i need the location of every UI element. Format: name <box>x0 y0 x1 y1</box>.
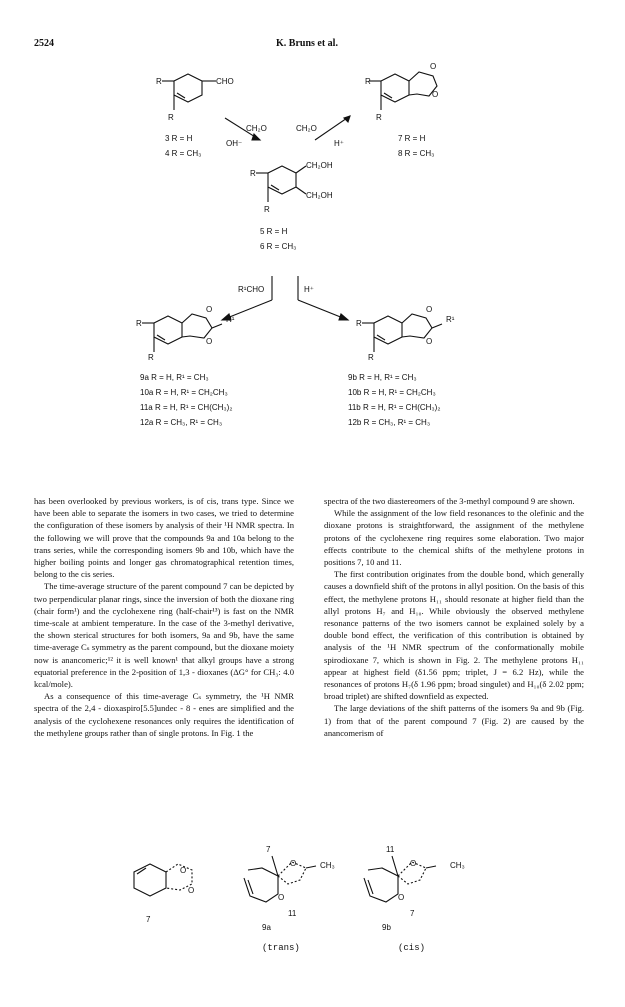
bottom-label-7: 7 <box>146 915 151 924</box>
scheme-cho: CHO <box>216 77 234 86</box>
scheme-r-spiro-bottom: R <box>376 113 382 122</box>
scheme-o-cis-bottom: O <box>426 337 433 346</box>
label-trans-12a: 12a R = CH₃, R¹ = CH₃ <box>140 418 223 427</box>
reagent-ch2o-left: CH₂O <box>246 124 267 133</box>
paragraph: The time-average structure of the parent compound 7 can be depicted by two perpendicular planar rings, since the inversion of both the dioxane ring (chair form¹) and the cyclohexene ring (half-chair¹³) is fast on the NMR time-scale at ambient temperature. In the case of the 3-methyl derivative, the shown sterical structures for both isomers, 9a and 9b, have the same time-average Cₛ symmetry as the parent compound, but the dioxane moiety now is anancomeric;¹² it is well known¹ that alkyl groups have a strong equatorial preference in the 2-position of 1,3 - dioxanes (ΔG° for CH₃: 4.0 kcal/mole). <box>34 581 294 690</box>
scheme-o-trans-top: O <box>206 305 213 314</box>
structure-aldehyde <box>162 74 216 110</box>
bottom-9a-ch3: CH₃ <box>320 861 335 870</box>
label-cis-9b: 9b R = H, R¹ = CH₃ <box>348 373 417 382</box>
reagent-r1cho: R¹CHO <box>238 285 265 294</box>
bottom-9b-ch3: CH₃ <box>450 861 465 870</box>
label-diol-1: 5 R = H <box>260 227 288 236</box>
reagent-h-bottom: H⁺ <box>304 285 314 294</box>
scheme-r-cis-bottom: R <box>368 353 374 362</box>
structure-cis-series <box>362 314 442 352</box>
bottom-9a-num-11: 11 <box>288 909 297 918</box>
reagent-ch2o-right: CH₂O <box>296 124 317 133</box>
label-diol-2: 6 R = CH₃ <box>260 242 297 251</box>
bottom-9a-o-top: O <box>290 859 297 868</box>
scheme-o-spiro-bottom: O <box>432 90 439 99</box>
body-column-right <box>324 495 584 739</box>
scheme-o-trans-bottom: O <box>206 337 213 346</box>
scheme-r-spiro: R <box>365 77 371 86</box>
paragraph: spectra of the two diastereomers of the 3-methyl compound 9 are shown. <box>324 496 575 506</box>
bottom-9b-num-7: 7 <box>410 909 415 918</box>
caption-trans: (trans) <box>262 943 300 953</box>
paragraph: As a consequence of this time-average Cₛ symmetry, the ¹H NMR spectra of the 2,4 - dioxaspiro[5.5]undec - 8 - enes are simplified and the analysis of the cyclohexene resonances only requires the identification of the methylene groups rather than of single protons. In Fig. 1 the <box>34 691 294 738</box>
label-cis-10b: 10b R = H, R¹ = CH₂CH₃ <box>348 388 436 397</box>
label-trans-11a: 11a R = H, R¹ = CH(CH₃)₂ <box>140 403 233 412</box>
paragraph: has been overlooked by previous workers, is of cis, trans type. Since we have been able to separate the isomers in two cases, we tried to determine the configuration of these isomers by analysis of their ¹H NMR spectra. In the following we will prove that the compounds 9a and 10a belong to the trans series, while the corresponding isomers 9b and 10b, which have the higher boiling points and longer gas chromatographical retention times, belong to the cis series. <box>34 496 294 580</box>
scheme-r1-trans: R¹ <box>226 315 235 324</box>
label-aldehyde-1: 3 R = H <box>165 134 193 143</box>
label-spiro-1: 7 R = H <box>398 134 426 143</box>
bottom-9b-o-bottom: O <box>398 893 405 902</box>
arrow-to-spiro <box>315 116 350 140</box>
bottom-7-o-top: O <box>180 866 187 875</box>
scheme-o-spiro-top: O <box>430 62 437 71</box>
scheme-r-aldehyde: R <box>156 77 162 86</box>
scheme-r1-cis: R¹ <box>446 315 455 324</box>
structure-diol <box>256 166 306 202</box>
paragraph: The first contribution originates from the double bond, which generally causes a downfield shift of the protons in allyl position. On the basis of this effect, the methylene protons H₁₁ should resonate at higher field than the allyl protons H₇ and H₁₀. While obviously the observed methylene resonance patterns of the two isomers cannot be explained solely by a double bond effect, the verification of this contribution is obtained by analysis of the ¹H NMR spectrum of the conformationally mobile spirodioxane 7, which is shown in Fig. 2. The methylene protons H₁₁ appear at highest field (δ1.56 ppm; triplet, J = 6.2 Hz), while the resonances of protons H₇(δ 1.96 ppm; broad singulet) and H₁₀(δ 2.02 ppm; broad triplet) are shifted downfield as expected. <box>324 569 584 702</box>
scheme-o-cis-top: O <box>426 305 433 314</box>
bottom-label-9a: 9a <box>262 923 271 932</box>
paragraph: The large deviations of the shift patterns of the isomers 9a and 9b (Fig. 1) from that of the parent compound 7 (Fig. 2) are caused by the anancomerism of <box>324 703 584 738</box>
structure-spiro-7-8 <box>369 72 437 110</box>
bottom-9a-o-bottom: O <box>278 893 285 902</box>
bottom-label-9b: 9b <box>382 923 391 932</box>
label-aldehyde-2: 4 R = CH₃ <box>165 149 202 158</box>
scheme-r-diol: R <box>250 169 256 178</box>
bottom-9b-o-top: O <box>410 859 417 868</box>
paragraph: While the assignment of the low field resonances to the olefinic and the dioxane protons is straightforward, the assignment of the methylene protons of the cyclohexene ring requires some elaboration. Two major effects contribute to the chemical shifts of the methylene protons in positions 7, 10 and 11. <box>324 508 584 568</box>
caption-cis: (cis) <box>398 943 426 953</box>
diol-ch2oh-lower: CH₂OH <box>306 191 333 200</box>
bottom-9a-num-7: 7 <box>266 845 271 854</box>
label-spiro-2: 8 R = CH₃ <box>398 149 435 158</box>
scheme-r-diol-bottom: R <box>264 205 270 214</box>
label-trans-9a: 9a R = H, R¹ = CH₃ <box>140 373 209 382</box>
bottom-9b-num-11: 11 <box>386 845 395 854</box>
bottom-7-o-bottom: O <box>188 886 195 895</box>
scheme-r-trans: R <box>136 319 142 328</box>
structure-trans-series <box>142 314 222 352</box>
scheme-r-aldehyde-bottom: R <box>168 113 174 122</box>
label-cis-12b: 12b R = CH₃, R¹ = CH₃ <box>348 418 431 427</box>
reagent-h-top: H⁺ <box>334 139 344 148</box>
scheme-r-trans-bottom: R <box>148 353 154 362</box>
label-cis-11b: 11b R = H, R¹ = CH(CH₃)₂ <box>348 403 441 412</box>
scheme-r-cis: R <box>356 319 362 328</box>
running-head-authors: K. Bruns et al. <box>276 38 338 49</box>
page-number: 2524 <box>34 38 54 49</box>
reagent-oh: OH⁻ <box>226 139 243 148</box>
label-trans-10a: 10a R = H, R¹ = CH₂CH₃ <box>140 388 228 397</box>
diol-ch2oh-upper: CH₂OH <box>306 161 333 170</box>
body-column-left <box>34 495 294 739</box>
